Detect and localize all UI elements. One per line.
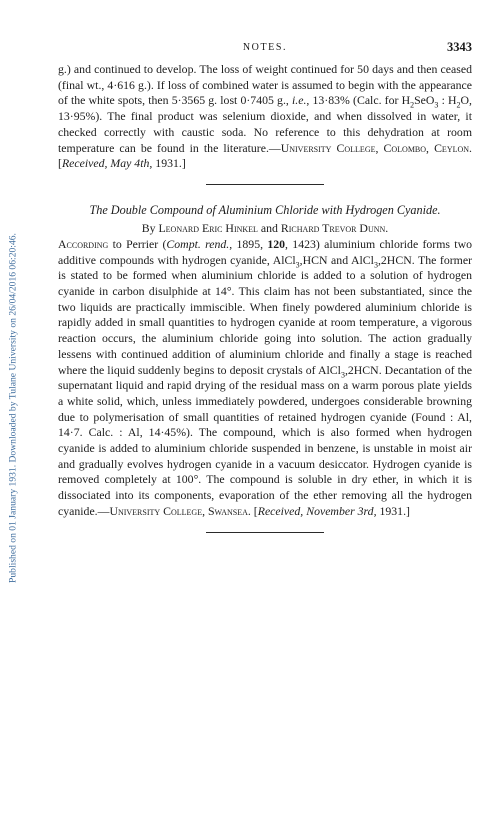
article-affiliation: University College, Swansea.: [109, 503, 251, 518]
author-dunn: Richard Trevor Dunn: [280, 220, 386, 235]
page-number: 3343: [447, 40, 472, 54]
page: [58, 40, 472, 533]
section-divider: [206, 184, 324, 185]
page-header: [58, 40, 472, 62]
article-title: The Double Compound of Aluminium Chloride with Hydrogen Cyanide.: [89, 202, 441, 217]
article-body-paragraph: According to Perrier (Compt. rend., 1895, 120, 1423) aluminium chloride forms two additive compounds with hydrogen cyanide, AlCl$_3$,HCN and AlCl$_3$,2HCN. The former is stated to be formed when aluminium chloride is added to a solution of hydrogen cyanide in carbon disulphide at 14°. This claim has not been substantiated, since the two liquids are practically immiscible. When finely powdered aluminium chloride is rapidly added in small quantities to hydrogen cyanide at room temperature, a vigorous reaction occurs, the aluminium chloride going into solution. The action gradually lessens with continued addition of aluminium chloride and finally a stage is reached where the liquid suddenly begins to deposit crystals of AlCl$_3$,2HCN. Decantation of the supernatant liquid and rapid drying of the residual mass on a warm porous plate yields a white solid, which, unless immediately powdered, undergoes considerable browning due to polymerisation of small quantities of retained hydrogen cyanide (Found : Al, 14·7. Calc. : Al, 14·45%). The compound, which is also formed when hydrogen cyanide is added to aluminium chloride suspended in benzene, is unstable in moist air and gradually evolves hydrogen cyanide in a vacuum desiccator. Hydrogen cyanide is removed completely at 100°. The compound is soluble in dry ether, in which it is dissociated into its components, evaporation of the ether removing all the hydrogen cyanide.—University College, Swansea. [Received, November 3rd, 1931.]: [58, 236, 472, 518]
end-divider: [206, 532, 324, 533]
journal-volume: 120: [267, 236, 286, 251]
journal-citation: Compt. rend.: [166, 236, 230, 251]
article-authors: By Leonard Eric Hinkel and Richard Trevor Dunn.: [141, 220, 389, 235]
author-hinkel: Leonard Eric Hinkel: [158, 220, 258, 235]
previous-note-received: Received, May 4th,: [61, 156, 153, 171]
previous-note-affiliation: University College, Colombo, Ceylon.: [280, 140, 472, 155]
previous-note-paragraph: g.) and continued to develop. The loss of weight continued for 50 days and then ceased (final wt., 4·616 g.). If loss of combined water is assumed to begin with the appearance of the white spots, then 5·3565 g. lost 0·7405 g., i.e., 13·83% (Calc. for $H_2SeO_3$ : $H_2O$, 13·95%). The final product was selenium dioxide, and when dissolved in water, it checked correctly with caustic soda. No reference to this dehydration at room temperature can be found in the literature.—University College, Colombo, Ceylon. [Received, May 4th, 1931.]: [58, 62, 472, 171]
article-received: Received, November 3rd,: [257, 503, 377, 518]
download-watermark: [6, 108, 20, 708]
running-head: NOTES.: [242, 42, 288, 53]
download-watermark-text: Published on 01 January 1931. Downloaded by Tulane University on 26/04/2016 06:20:46.: [7, 233, 19, 583]
